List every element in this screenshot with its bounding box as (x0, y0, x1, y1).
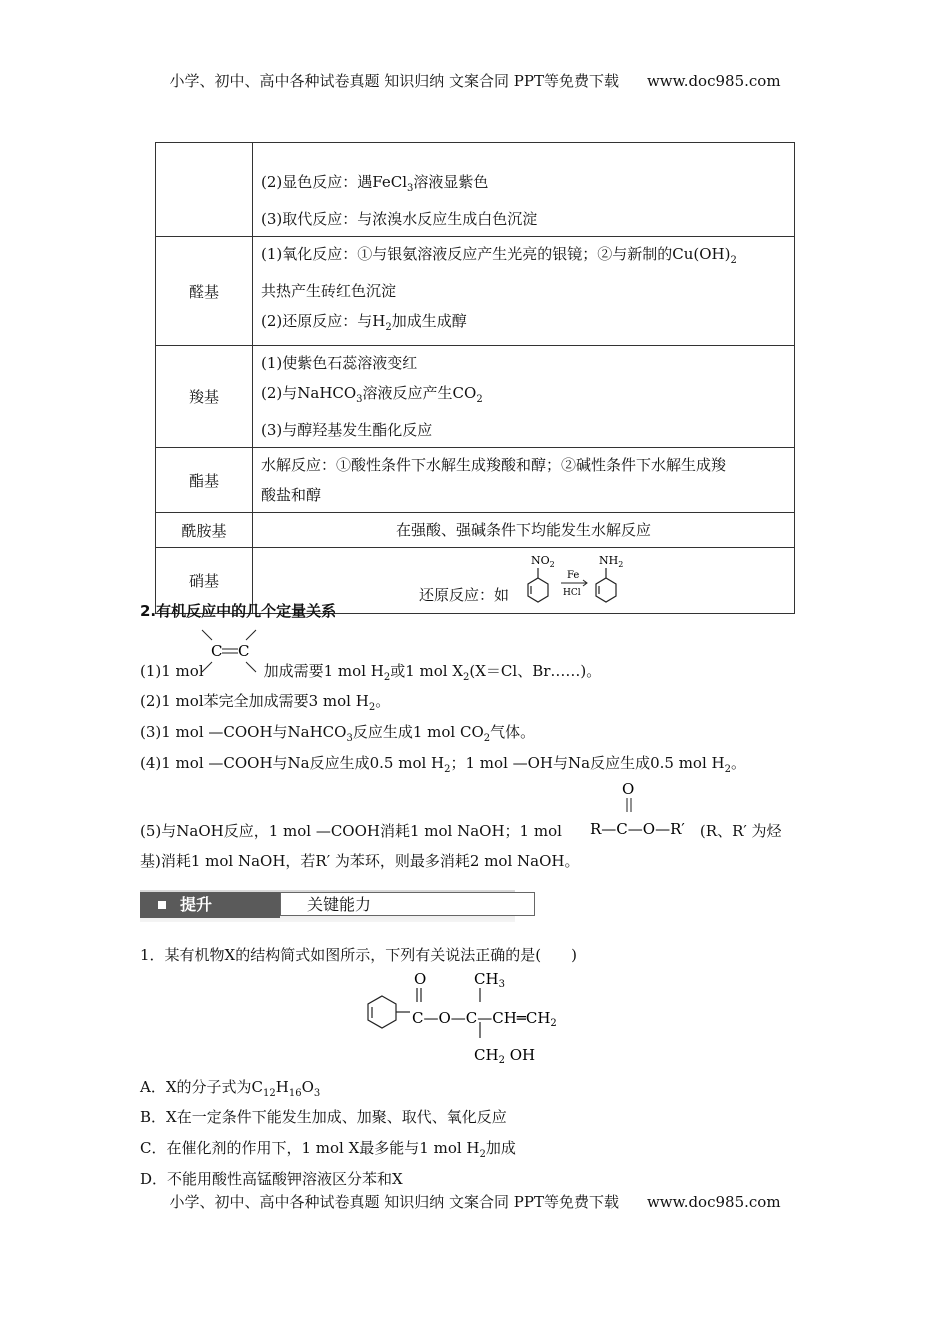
aniline-ring (596, 568, 616, 602)
option-a[interactable]: A．X的分子式为$C_{12}H_{16}O_3$ (140, 1078, 321, 1099)
svg-text:C: C (211, 642, 223, 660)
svg-text:O: O (414, 970, 427, 988)
svg-text:C: C (238, 642, 250, 660)
banner-left: 提升 (140, 892, 280, 918)
group-name (156, 143, 253, 237)
item-5-cont: 基)消耗1 mol NaOH，若R′ 为苯环，则最多消耗2 mol NaOH。 (140, 852, 580, 870)
table-row (156, 143, 795, 237)
table-row (156, 237, 795, 346)
group-desc: 还原反应：如 $NO_2$ Fe HCl $NH_2$ (253, 548, 795, 614)
group-desc: (1)氧化反应：①与银氨溶液反应产生光亮的银镜；②与新制的$Cu(OH)_2$ 共热产生砖红色沉淀 (2)还原反应：与$H_2$加成生成醇 (253, 237, 795, 346)
group-name: 羧基 (156, 346, 253, 448)
item-1: (1)1 mol 加成需要1 mol $H_2$或1 mol $X_2(X=Cl$、Br……)。 (140, 662, 602, 683)
section-title: 2.有机反应中的几个定量关系 (140, 602, 337, 620)
group-name: 醛基 (156, 237, 253, 346)
question-stem: 1．某有机物X的结构简式如图所示，下列有关说法正确的是( ) (140, 946, 577, 964)
table-row (156, 513, 795, 548)
compound-x-structure (362, 968, 592, 1068)
table-row (156, 346, 795, 448)
section-banner (140, 890, 515, 922)
option-b[interactable]: B．X在一定条件下能发生加成、加聚、取代、氧化反应 (140, 1108, 507, 1126)
group-desc: (1)使紫色石蕊溶液变红 (2)与NaHCO$_3$溶液反应产生$CO_2$ (3)与醇羟基发生酯化反应 (253, 346, 795, 448)
svg-text:Fe: Fe (567, 570, 580, 581)
nitrobenzene-reduction-scheme (523, 550, 653, 610)
svg-text:HCl: HCl (563, 588, 581, 598)
footer-site[interactable]: www.doc985.com (646, 1193, 781, 1211)
item-5: (5)与NaOH反应，1 mol —COOH消耗1 mol NaOH；1 mol (R、R′ 为烃 (140, 822, 782, 840)
svg-text:CH2 OH: $CH_2$ OH (474, 1046, 536, 1066)
header-text: 小学、初中、高中各种试卷真题 知识归纳 文案合同 PPT等免费下载 (169, 72, 619, 90)
header-site[interactable]: www.doc985.com (646, 72, 781, 90)
page-header (0, 70, 950, 91)
group-name: 硝基 (156, 548, 253, 614)
group-desc: (2)显色反应：遇FeCl$_3$溶液显紫色 (3)取代反应：与浓溴水反应生成白色沉淀 (253, 143, 795, 237)
option-c[interactable]: C．在催化剂的作用下，1 mol X最多能与1 mol $H_2$加成 (140, 1139, 516, 1160)
svg-text:C—O—C—CH═CH2: $C—O—C—CH═CH_2$ (412, 1009, 557, 1029)
item-4: (4)1 mol —COOH与Na反应生成0.5 mol $H_2$；1 mol —OH与Na反应生成0.5 mol $H_2$。 (140, 754, 746, 775)
banner-right: 关键能力 (280, 892, 535, 916)
item-3: (3)1 mol —COOH与NaHCO$_3$反应生成1 mol $CO_2$气体。 (140, 723, 536, 744)
item-2: (2)1 mol苯完全加成需要3 mol $H_2$。 (140, 692, 391, 713)
svg-text:O: O (622, 780, 635, 798)
group-desc: 水解反应：①酸性条件下水解生成羧酸和醇；②碱性条件下水解生成羧 酸盐和醇 (253, 448, 795, 513)
footer-text: 小学、初中、高中各种试卷真题 知识归纳 文案合同 PPT等免费下载 (169, 1193, 619, 1211)
svg-text:R—C—O—R′: R—C—O—R′ (590, 820, 685, 838)
functional-group-table (155, 142, 795, 614)
option-d[interactable]: D．不能用酸性高锰酸钾溶液区分苯和X (140, 1170, 403, 1188)
svg-text:NH2: $NH_2$ (599, 554, 624, 569)
svg-text:CH3: $CH_3$ (474, 970, 505, 990)
group-name: 酰胺基 (156, 513, 253, 548)
group-desc: 在强酸、强碱条件下均能发生水解反应 (253, 513, 795, 548)
page-footer (0, 1191, 950, 1212)
group-name: 酯基 (156, 448, 253, 513)
table-row (156, 448, 795, 513)
svg-text:NO2: $NO_2$ (531, 554, 555, 569)
nitrobenzene-ring (528, 568, 548, 602)
